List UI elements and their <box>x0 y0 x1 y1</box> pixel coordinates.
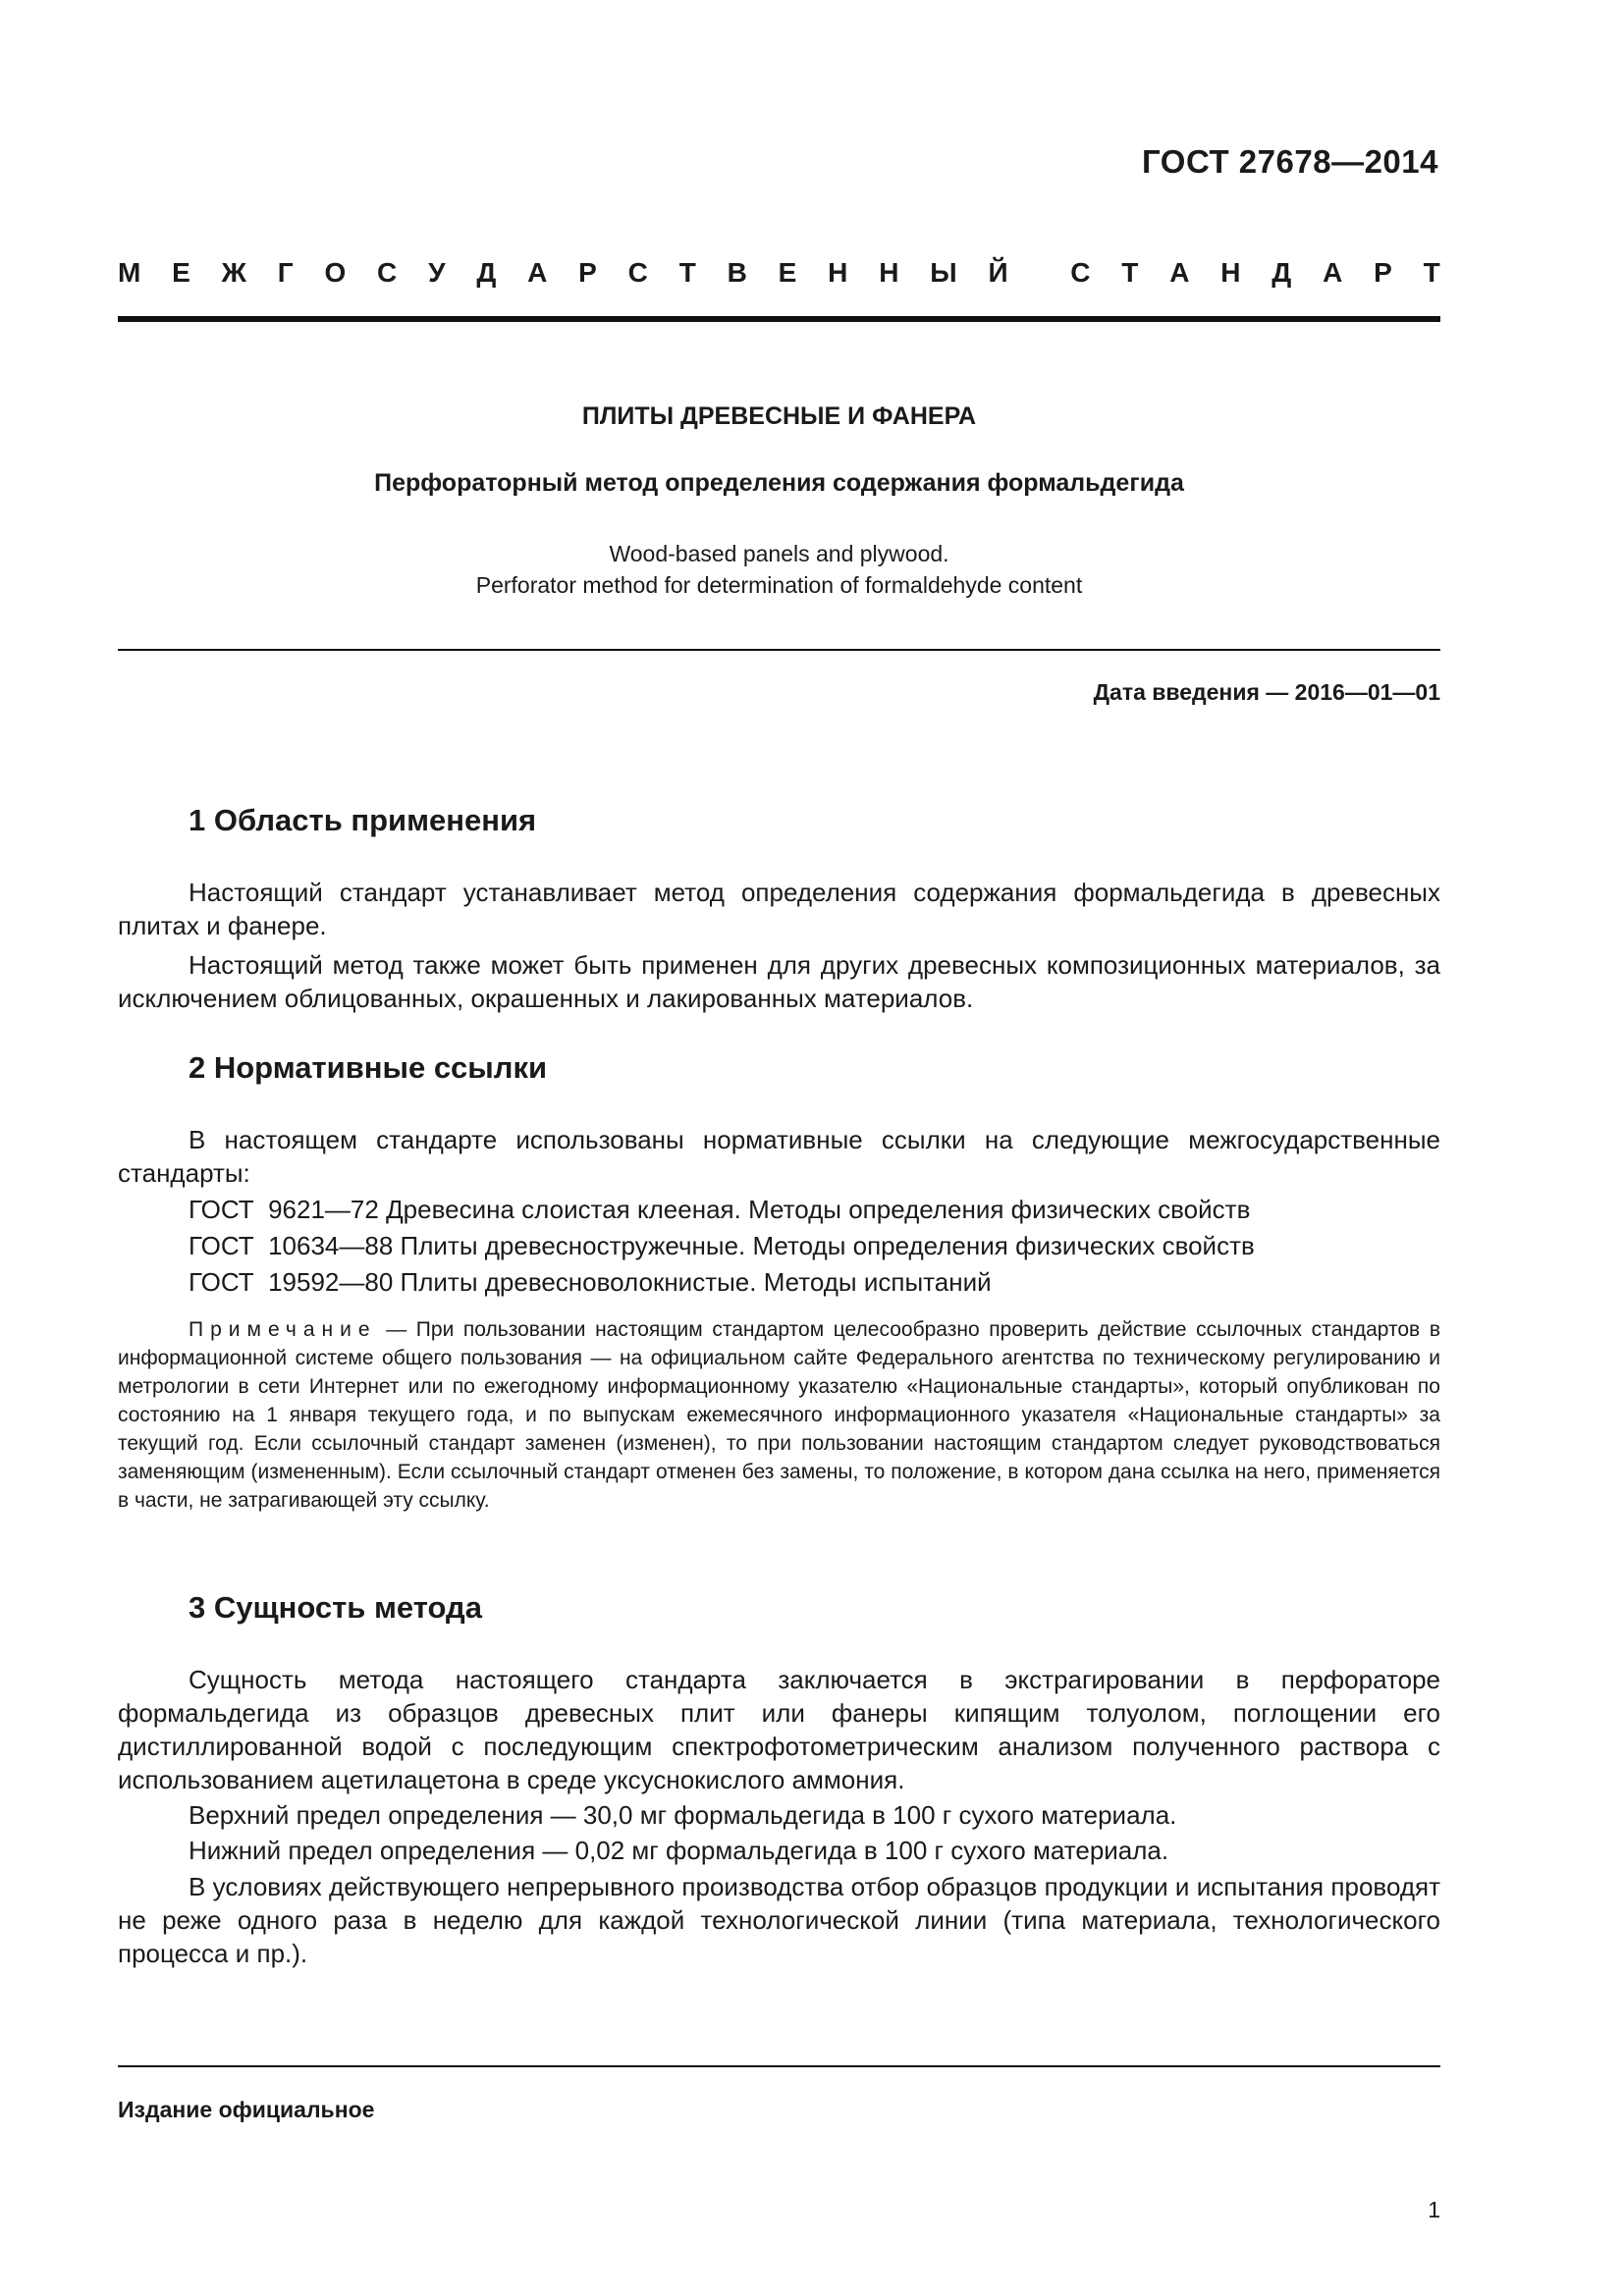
banner-letter: А <box>527 257 548 288</box>
footer-divider <box>118 2065 1440 2067</box>
reference-item: ГОСТ 9621—72 Древесина слоистая клееная. Методы определения физических свойств <box>189 1195 1251 1224</box>
document-subtitle: Перфораторный метод определения содержания формальдегида <box>374 469 1184 497</box>
paragraph: Настоящий стандарт устанавливает метод определения содержания формальдегида в древесных плитах и фанере. <box>118 878 1440 940</box>
interstate-standard-banner <box>118 257 1440 289</box>
banner-letter: Ы <box>930 257 957 288</box>
banner-letter: Е <box>172 257 190 288</box>
header-divider <box>118 316 1440 322</box>
banner-letter: Т <box>1121 257 1139 288</box>
section-heading-normative-references: 2 Нормативные ссылки <box>189 1050 548 1085</box>
banner-letter: Т <box>678 257 696 288</box>
note-text: — При пользовании настоящим стандартом целесообразно проверить действие ссылочных стандартов в информационной системе общего пользования — на официальном сайте Федерального агентства по техническому регулированию и метрологии в сети Интернет или по ежегодному информационному указателю «Национальные стандарты», который опубликован по состоянию на 1 января текущего года, и по выпускам ежемесячного информационного указателя «Национальные стандарты» за текущий год. Если ссылочный стандарт заменен (изменен), то при пользовании настоящим стандартом следует руководствоваться заменяющим (измененным). Если ссылочный стандарт отменен без замены, то положение, в котором дана ссылка на него, применяется в части, не затрагивающей эту ссылку. <box>118 1318 1440 1512</box>
english-title-line: Wood-based panels and plywood. <box>609 541 949 566</box>
english-title-line: Perforator method for determination of formaldehyde content <box>475 572 1083 598</box>
title-divider <box>118 649 1440 651</box>
banner-letter: С <box>627 257 648 288</box>
banner-letter: С <box>1070 257 1091 288</box>
reference-item: ГОСТ 10634—88 Плиты древесностружечные. Методы определения физических свойств <box>189 1231 1255 1260</box>
paragraph: Сущность метода настоящего стандарта заключается в экстрагировании в перфораторе формальдегида из образцов древесных плит или фанеры кипящим толуолом, поглощении его дистиллированной водой с последующим спектрофотометрическим анализом полученного раствора с использованием ацетилацетона в среде уксуснокислого аммония. <box>118 1665 1440 1794</box>
introduction-date: Дата введения — 2016—01—01 <box>1093 679 1440 705</box>
banner-letter: А <box>1323 257 1343 288</box>
page-number: 1 <box>1428 2197 1440 2222</box>
english-title <box>118 538 1440 601</box>
section-heading-scope: 1 Область применения <box>189 803 537 837</box>
banner-letter: О <box>324 257 347 288</box>
official-edition-label: Издание официальное <box>118 2097 375 2122</box>
note <box>118 1315 1440 1515</box>
banner-letter: Н <box>1220 257 1241 288</box>
banner-letter: Й <box>988 257 1008 288</box>
paragraph: В условиях действующего непрерывного производства отбор образцов продукции и испытания проводят не реже одного раза в неделю для каждой технологической линии (типа материала, технологического процесса и пр.). <box>118 1872 1440 1968</box>
document-number: ГОСТ 27678—2014 <box>1142 143 1438 180</box>
note-label: Примечание <box>189 1318 377 1341</box>
banner-letter: Г <box>277 257 294 288</box>
banner-letter: Ж <box>221 257 246 288</box>
banner-letter: М <box>118 257 141 288</box>
paragraph: В настоящем стандарте использованы нормативные ссылки на следующие межгосударственные стандарты: <box>118 1125 1440 1188</box>
section-heading-method-essence: 3 Сущность метода <box>189 1590 482 1625</box>
banner-letter: Р <box>578 257 597 288</box>
banner-letter: Е <box>778 257 797 288</box>
banner-letter: Д <box>1271 257 1292 288</box>
banner-letter: А <box>1169 257 1190 288</box>
banner-letter: Н <box>828 257 848 288</box>
banner-letter: С <box>377 257 398 288</box>
banner-letter: Н <box>879 257 899 288</box>
paragraph: Настоящий метод также может быть применен для других древесных композиционных материалов, за исключением облицованных, окрашенных и лакированных материалов. <box>118 950 1440 1013</box>
banner-letter: Т <box>1423 257 1440 288</box>
paragraph: Верхний предел определения — 30,0 мг формальдегида в 100 г сухого материала. <box>189 1800 1177 1830</box>
banner-letter: Р <box>1374 257 1392 288</box>
banner-letter: В <box>727 257 747 288</box>
banner-letter: Д <box>476 257 497 288</box>
document-title: ПЛИТЫ ДРЕВЕСНЫЕ И ФАНЕРА <box>581 402 977 430</box>
paragraph: Нижний предел определения — 0,02 мг формальдегида в 100 г сухого материала. <box>189 1836 1169 1865</box>
reference-item: ГОСТ 19592—80 Плиты древесноволокнистые. Методы испытаний <box>189 1267 992 1297</box>
banner-letter: У <box>428 257 446 288</box>
